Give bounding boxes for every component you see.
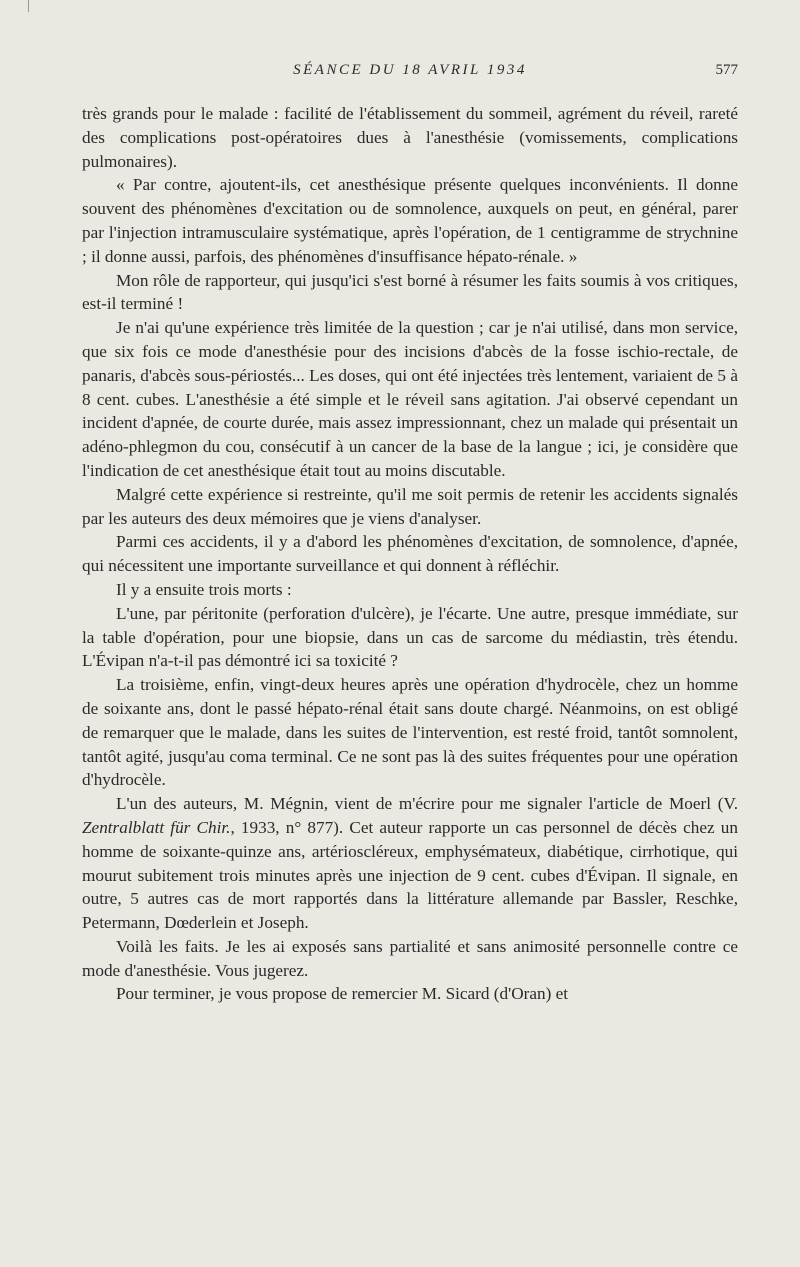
paragraph: Mon rôle de rapporteur, qui jusqu'ici s'est borné à résumer les faits soumis à vos critiques, est-il terminé ! [82,270,738,314]
paragraph-citation [82,792,738,935]
paragraph: « Par contre, ajoutent-ils, cet anesthésique présente quelques inconvénients. Il donne souvent des phénomènes d'excitation ou de somnolence, auxquels on peut, en général, parer par l'injection intramusculaire systématique, après l'opération, de 1 centigramme de strychnine ; il donne aussi, parfois, des phénomènes d'insuffisance hépato-rénale. » [82,175,738,266]
citation-text-before: L'un des auteurs, M. Mégnin, vient de m'écrire pour me signaler l'article de Moerl (V. [116,794,738,814]
paragraph: La troisième, enfin, vingt-deux heures après une opération d'hydrocèle, chez un homme de soixante ans, dont le passé hépato-rénal était sans doute chargé. Néanmoins, on est obligé de remarquer que le malade, dans les suites de l'intervention, est resté froid, tantôt somnolent, tantôt agité, jusqu'au coma terminal. Ce ne sont pas là des suites fréquentes pour une opération d'hydrocèle. [82,675,738,790]
paragraph: Il y a ensuite trois morts : [116,579,292,599]
running-header [82,62,738,84]
paragraph: Je n'ai qu'une expérience très limitée de la question ; car je n'ai utilisé, dans mon service, que six fois ce mode d'anesthésie pour des incisions d'abcès de la fosse ischio-rectale, de panaris, d'abcès sous-périostés... Les doses, qui ont été injectées très lentement, variaient de 5 à 8 cent. cubes. L'anesthésie a été simple et le réveil sans agitation. J'ai observé cependant un incident d'apnée, de courte durée, mais assez impressionnant, chez un malade qui présentait un adéno-phlegmon du cou, consécutif à un cancer de la base de la langue ; ici, je considère que l'indication de cet anesthésique était tout au moins discutable. [82,318,738,480]
paragraph: Malgré cette expérience si restreinte, qu'il me soit permis de retenir les accidents signalés par les auteurs des deux mémoires que je viens d'analyser. [82,484,738,528]
page-edge-mark [28,0,29,12]
running-title: SÉANCE DU 18 AVRIL 1934 [293,62,527,78]
paragraph: L'une, par péritonite (perforation d'ulcère), je l'écarte. Une autre, presque immédiate, sur la table d'opération, pour une biopsie, dans un cas de sarcome du médiastin, très étendu. L'Évipan n'a-t-il pas démontré ici sa toxicité ? [82,603,738,671]
paragraph: Parmi ces accidents, il y a d'abord les phénomènes d'excitation, de somnolence, d'apnée, qui nécessitent une importante surveillance et qui donnent à réfléchir. [82,532,738,576]
page-number: 577 [715,62,738,78]
journal-title: Zentralblatt für Chir. [82,817,231,837]
paragraph: Pour terminer, je vous propose de remercier M. Sicard (d'Oran) et [116,984,568,1004]
citation-text-after: , 1933, n° 877). Cet auteur rapporte un cas personnel de décès chez un homme de soixante-quinze ans, artérioscléreux, emphysémateux, diabétique, cirrhotique, qui mourut subitement trois minutes après une injection de 9 cent. cubes d'Évipan. Il signale, en outre, 5 autres cas de mort rapportés dans la littérature allemande par Bassler, Reschke, Petermann, Dœderlein et Joseph. [82,817,738,933]
paragraph: Voilà les faits. Je les ai exposés sans partialité et sans animosité personnelle contre ce mode d'anesthésie. Vous jugerez. [82,936,738,980]
body-text [82,102,738,1006]
paragraph-continued: très grands pour le malade : facilité de l'établissement du sommeil, agrément du réveil, rareté des complications post-opératoires dues à l'anesthésie (vomissements, complications pulmonaires). [82,104,738,171]
